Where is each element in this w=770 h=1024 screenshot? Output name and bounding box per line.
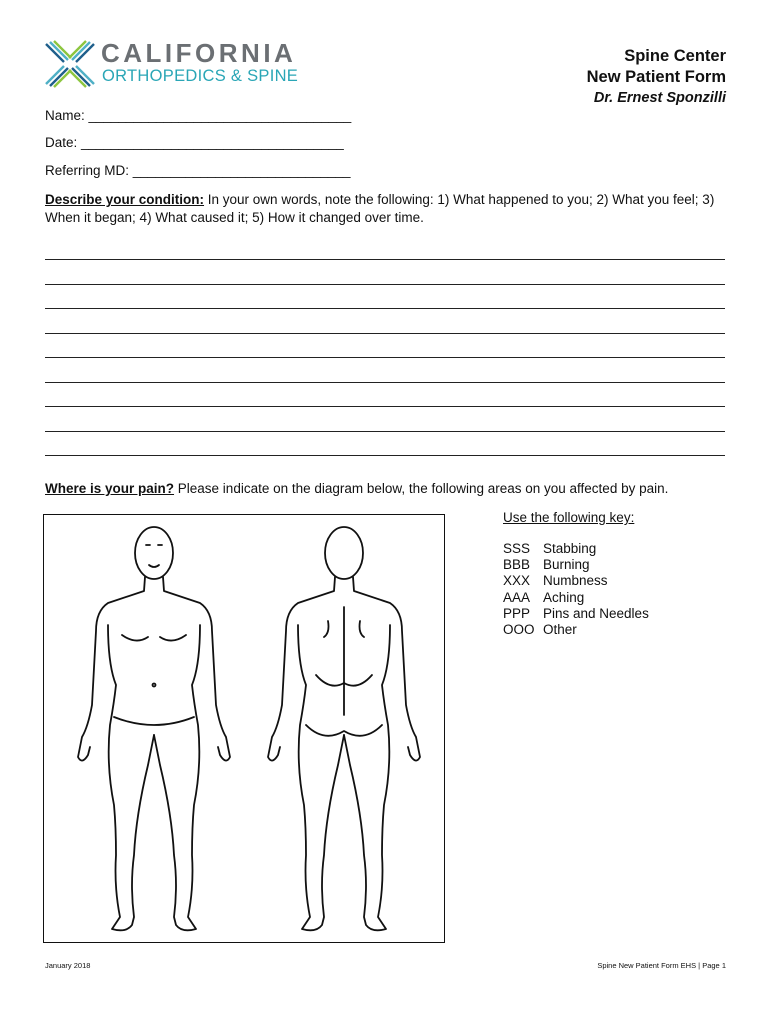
pain-key-list <box>503 541 649 638</box>
doctor-name: Dr. Ernest Sponzilli <box>593 90 726 106</box>
writing-line[interactable] <box>45 284 725 285</box>
x-logo-icon <box>44 40 96 88</box>
key-label: Other <box>543 622 577 638</box>
key-code: PPP <box>503 605 531 621</box>
footer-page: Spine New Patient Form EHS | Page 1 <box>597 961 726 970</box>
key-code: BBB <box>503 557 531 573</box>
key-code: OOO <box>503 622 535 638</box>
referring-md-field[interactable]: Referring MD: _____________________________ <box>45 163 351 178</box>
pain-instructions: Please indicate on the diagram below, the following areas on you affected by pain. <box>174 481 669 496</box>
condition-prompt <box>45 191 735 227</box>
key-label: Numbness <box>543 573 608 589</box>
logo-text-ortho-spine: ORTHOPEDICS & SPINE <box>102 67 299 85</box>
key-item-pins-needles <box>503 606 649 622</box>
pain-heading: Where is your pain? <box>45 481 175 496</box>
writing-line[interactable] <box>45 308 725 309</box>
writing-line[interactable] <box>45 455 725 456</box>
writing-line[interactable] <box>45 357 725 358</box>
key-item-stabbing <box>503 541 649 557</box>
footer-date: January 2018 <box>45 961 91 970</box>
key-title: Use the following key: <box>503 510 635 525</box>
key-label: Aching <box>543 589 585 605</box>
form-title-line1: Spine Center <box>624 47 726 65</box>
body-diagram[interactable] <box>43 514 445 943</box>
name-field[interactable]: Name: ___________________________________ <box>45 108 352 123</box>
key-item-aching <box>503 590 649 606</box>
pain-prompt <box>45 480 735 498</box>
writing-line[interactable] <box>45 333 725 334</box>
key-label: Burning <box>543 557 590 573</box>
key-label: Stabbing <box>543 541 597 556</box>
writing-line[interactable] <box>45 431 725 432</box>
writing-line[interactable] <box>45 259 725 260</box>
condition-heading: Describe your condition: <box>45 192 205 207</box>
form-title <box>587 46 726 88</box>
key-item-numbness <box>503 573 649 589</box>
key-code: SSS <box>503 541 531 556</box>
date-field[interactable]: Date: ___________________________________ <box>45 135 344 150</box>
body-outline-icon <box>44 515 443 941</box>
key-code: AAA <box>503 589 531 605</box>
key-item-burning <box>503 557 649 573</box>
key-item-other <box>503 622 649 638</box>
form-title-line2: New Patient Form <box>586 68 726 86</box>
logo-text-california: CALIFORNIA <box>101 38 297 68</box>
condition-instructions: In your own words, note the following: 1) What happened to you; 2) What you feel; 3) When it began; 4) What caused it; 5) How it changed over time. <box>45 192 715 225</box>
writing-line[interactable] <box>45 406 725 407</box>
key-code: XXX <box>503 573 531 589</box>
writing-line[interactable] <box>45 382 725 383</box>
key-label: Pins and Needles <box>543 605 649 621</box>
